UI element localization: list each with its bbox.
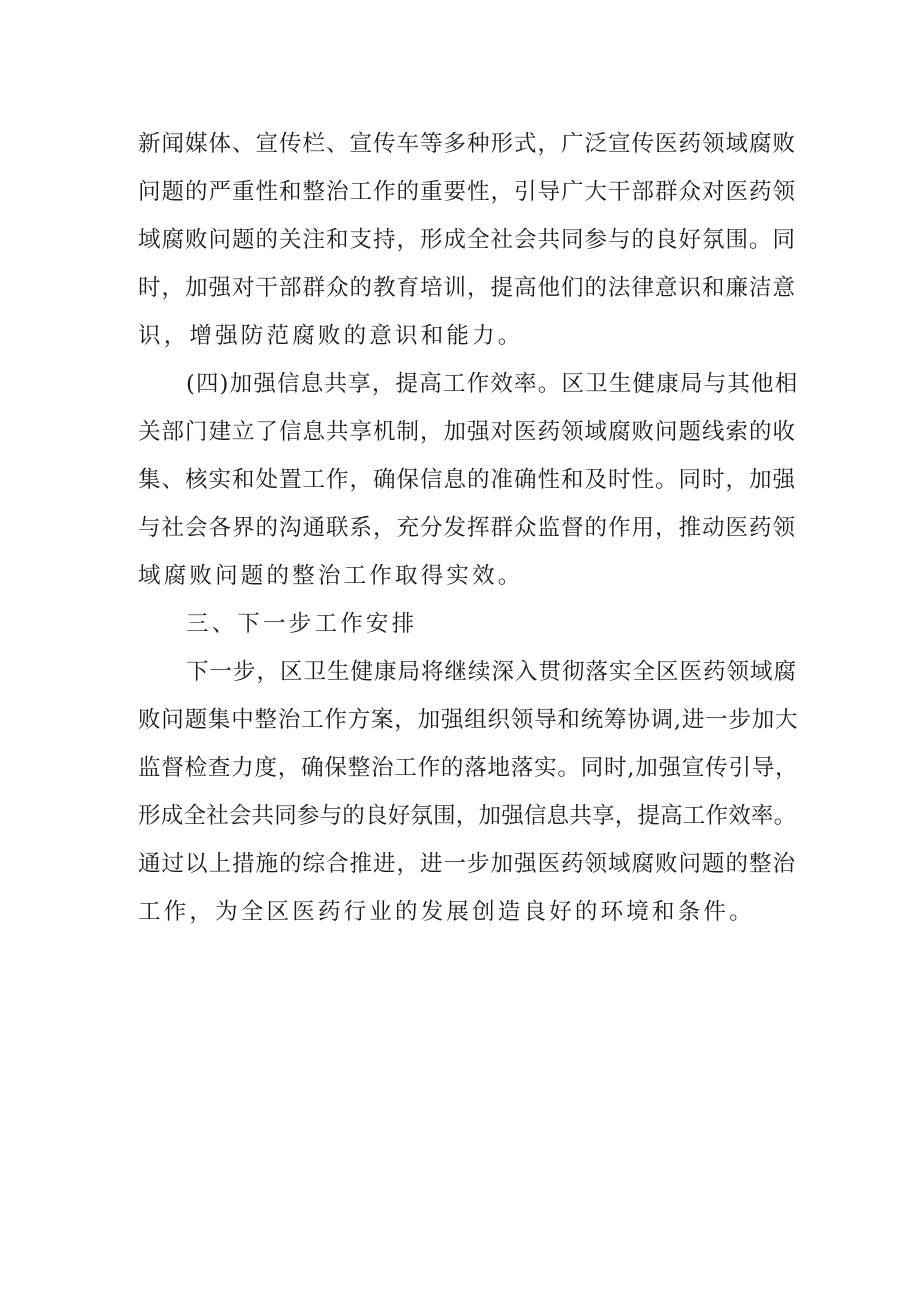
text-line: 问题的严重性和整治工作的重要性，引导广大干部群众对医药领 — [138, 179, 797, 205]
text-line: 工作，为全区医药行业的发展创造良好的环境和条件。 — [138, 899, 755, 925]
text-line: 通过以上措施的综合推进，进一步加强医药领域腐败问题的整治 — [138, 851, 797, 877]
text-line: 监督检查力度，确保整治工作的落地落实。同时,加强宣传引导， — [138, 755, 798, 781]
text-line: 新闻媒体、宣传栏、宣传车等多种形式，广泛宣传医药领域腐败 — [138, 131, 797, 157]
section-4-heading-line: (四)加强信息共享，提高工作效率。区卫生健康局与其他相 — [186, 371, 798, 397]
document-body — [138, 120, 798, 936]
text-line: 形成全社会共同参与的良好氛围，加强信息共享，提高工作效率。 — [138, 803, 797, 829]
text-line: 域腐败问题的关注和支持，形成全社会共同参与的良好氛围。同 — [138, 227, 797, 253]
text-line: 关部门建立了信息共享机制，加强对医药领域腐败问题线索的收 — [138, 419, 797, 445]
text-line: 败问题集中整治工作方案，加强组织领导和统筹协调,进一步加大 — [138, 707, 798, 733]
text-line: 时，加强对干部群众的教育培训，提高他们的法律意识和廉洁意 — [138, 275, 797, 301]
text-line: 域腐败问题的整治工作取得实效。 — [138, 563, 524, 589]
text-line: 与社会各界的沟通联系，充分发挥群众监督的作用，推动医药领 — [138, 515, 797, 541]
next-steps-paragraph-start: 下一步，区卫生健康局将继续深入贯彻落实全区医药领域腐 — [186, 659, 798, 685]
text-line: 识，增强防范腐败的意识和能力。 — [138, 323, 524, 349]
text-line: 集、核实和处置工作，确保信息的准确性和及时性。同时，加强 — [138, 467, 797, 493]
section-3-heading: 三、下一步工作安排 — [186, 611, 418, 637]
